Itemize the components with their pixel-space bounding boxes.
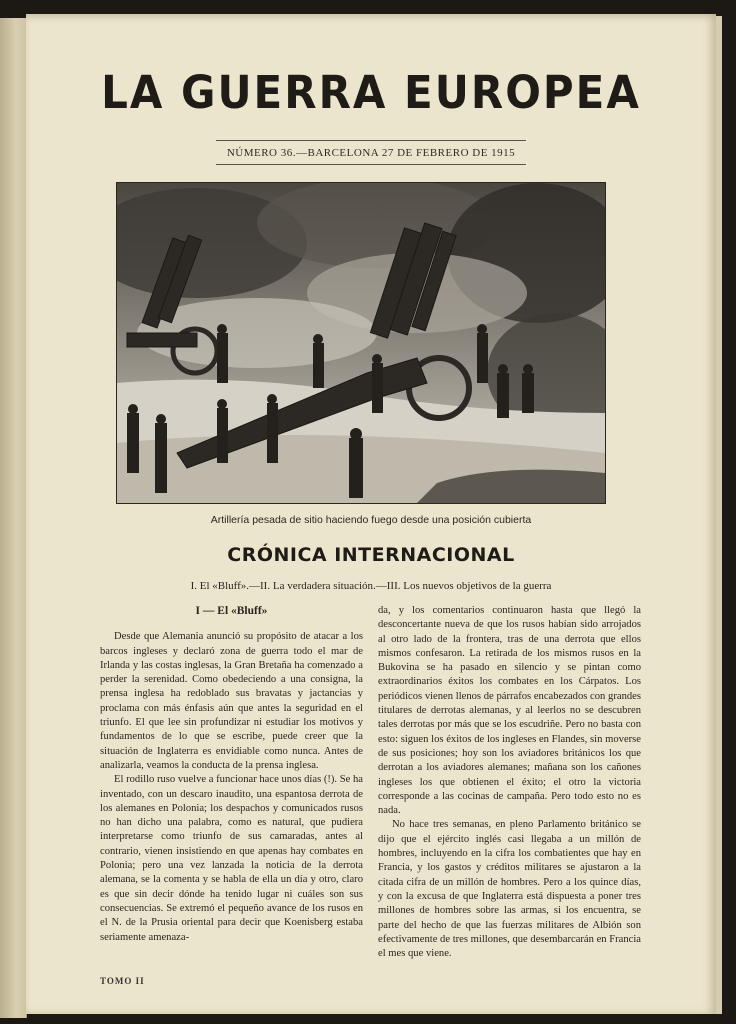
newspaper-page	[26, 14, 716, 1014]
paragraph: da, y los comentarios continuaron hasta que llegó la desconcertante nueva de que los rusos habían sido arrojados al otro lado de la frontera, tras de una derrota que ellos mismos confesaron. La retirada de los mismos rusos en la Bukovina se ha pasado en silencio y se pintan como extraordinarios éxitos los combates en los Cárpatos. Los periódicos vienen llenos de párrafos encabezados con grandes titulares de derrotas alemanas, y al leerlos no se descubren tales derrotas por más que se los escudriñe. Pero no basta con esto: siguen los éxitos de los ingleses en Flandes, sin moverse de sus posiciones; hoy son los aviadores británicos los que derrotan a los aviadores alemanes; mañana son los cañones ingleses los que obtienen el éxito; el otro la victoria corresponde a las cocinas de campaña. Pero todo esto no es nada.	[378, 605, 641, 817]
page-edge	[716, 16, 722, 1014]
paragraph: El rodillo ruso vuelve a funcionar hace unos días (!). Se ha inventado, con un descaro inaudito, una espantosa derrota de los alemanes en Polonia; los despachos y comunicados rusos no han dicho una palabra, como es natural, que pudiera interpretarse como triunfo de sus camaradas, antes al contrario, vienen insistiendo en que apenas hay combates en Polonia; pero una vez lanzada la noticia de la derrota alemana, se la comenta y se habla de ella un día y otro, claro es que sin decir dónde ha tenido lugar ni cuáles son sus consecuencias. Se extremó el pequeño avance de los rusos en el N. de la Prusia oriental para decir que Koenisberg estaba seriamente amenaza-	[100, 774, 363, 943]
book-spine	[0, 18, 27, 1018]
volume-label: TOMO II	[100, 976, 145, 986]
issue-line: NÚMERO 36.—BARCELONA 27 DE FEBRERO DE 1915	[226, 147, 516, 159]
paragraph: Desde que Alemania anunció su propósito de atacar a los barcos ingleses y declaró zona de guerra todo el mar de Irlanda y las costas inglesas, la Gran Bretaña ha comenzado a perder la serenidad. Como obedeciendo a una consigna, la prensa inglesa ha redoblado sus bravatas y jactancias y proclama con más énfasis aún que antes la seguridad en el triunfo. El que lee sin profundizar ni estudiar los motivos y fundamentos de lo que se escribe, puede creer que la situación de Inglaterra es envidiable como nunca. Antes de analizarla, veamos la conducta de la prensa inglesa.	[100, 631, 363, 771]
paragraph: No hace tres semanas, en pleno Parlamento británico se dijo que el ejército inglés casi llegaba a un millón de hombres, incluyendo en la cifra los combatientes que hay en Francia, y los gastos y créditos militares se ajustaron a la citada cifra de un millón de hombres. Pero a los quince días, y con la excusa de que Inglaterra está dispuesta a poner tres millones de hombres sobre las armas, si los encuentra, se parte del hecho de que las fuerzas militares de Albión son efectivamente de tres millones, que desembarcarán en Francia el mes que viene.	[378, 819, 641, 960]
masthead-title: LA GUERRA EUROPEA	[101, 66, 641, 119]
artillery-illustration	[116, 182, 606, 504]
masthead-rule-top	[216, 140, 526, 141]
article-subtitle: I. El «Bluff».—II. La verdadera situación.—III. Los nuevos objetivos de la guerra	[190, 580, 552, 592]
section-heading: I — El «Bluff»	[195, 605, 268, 617]
illustration-caption: Artillería pesada de sitio haciendo fuego desde una posición cubierta	[210, 514, 532, 526]
text-column-left	[100, 604, 363, 945]
artillery-drawing	[117, 183, 605, 503]
masthead-rule-bottom	[216, 164, 526, 165]
text-column-right	[378, 604, 641, 961]
article-title: CRÓNICA INTERNACIONAL	[227, 544, 515, 566]
